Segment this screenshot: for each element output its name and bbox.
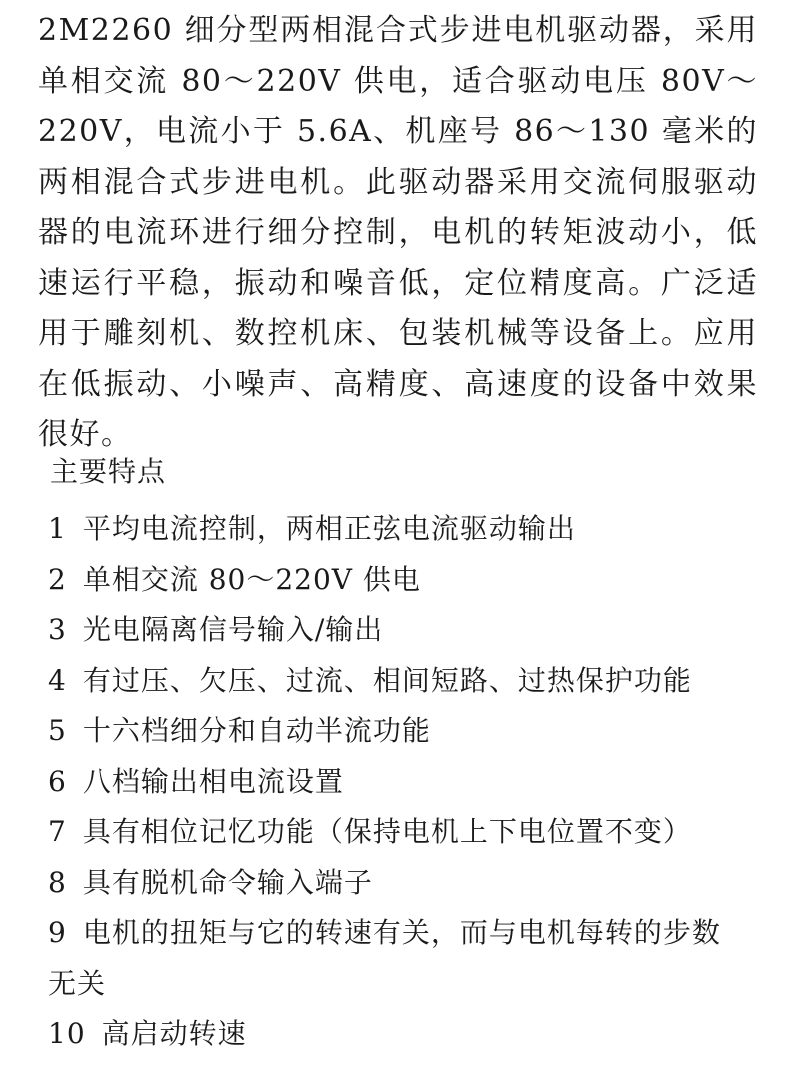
feature-item: [48, 908, 748, 1009]
feature-text: 高启动转速: [101, 1017, 247, 1050]
feature-number: 7: [48, 815, 67, 848]
feature-number: 2: [48, 562, 67, 596]
features-heading: 主要特点: [50, 455, 167, 488]
feature-number: 1: [48, 512, 67, 545]
feature-text: 平均电流控制，两相正弦电流驱动输出: [82, 512, 576, 545]
feature-text: 十六档细分和自动半流功能: [82, 714, 431, 747]
feature-text: 具有相位记忆功能（保持电机上下电位置不变）: [82, 815, 692, 848]
feature-item: [48, 807, 748, 858]
feature-text: 有过压、欠压、过流、相间短路、过热保护功能: [82, 663, 692, 697]
feature-number: 8: [48, 865, 67, 899]
feature-number: 3: [48, 613, 67, 646]
feature-item: [48, 858, 748, 909]
feature-text: 单相交流 80～220V 供电: [82, 562, 421, 596]
feature-text: 光电隔离信号输入/输出: [82, 613, 384, 646]
feature-number: 4: [48, 663, 67, 697]
feature-text: 电机的扭矩与它的转速有关，而与电机每转的步数无关: [48, 916, 721, 1000]
features-list: [48, 504, 748, 1060]
feature-item: [48, 1009, 748, 1060]
feature-item: [48, 504, 748, 555]
feature-number: 10: [48, 1017, 86, 1050]
feature-number: 9: [48, 916, 67, 949]
feature-number: 5: [48, 714, 67, 747]
feature-item: [48, 605, 748, 656]
product-description: 2M2260 细分型两相混合式步进电机驱动器，采用单相交流 80～220V 供电，适合驱动电压 80V～220V，电流小于 5.6A、机座号 86～130 毫米的两相混合式步进电机。此驱动器采用交流伺服驱动器的电流环进行细分控制，电机的转矩波动小，低速运行平稳，振动和噪音低，定位精度高。广泛适用于雕刻机、数控机床、包装机械等设备上。应用在低振动、小噪声、高精度、高速度的设备中效果很好。: [38, 13, 758, 452]
feature-item: [48, 555, 748, 606]
feature-item: [48, 656, 748, 707]
feature-number: 6: [48, 764, 67, 798]
feature-text: 八档输出相电流设置: [82, 764, 344, 798]
feature-item: [48, 706, 748, 757]
feature-text: 具有脱机命令输入端子: [82, 865, 373, 899]
feature-item: [48, 757, 748, 808]
